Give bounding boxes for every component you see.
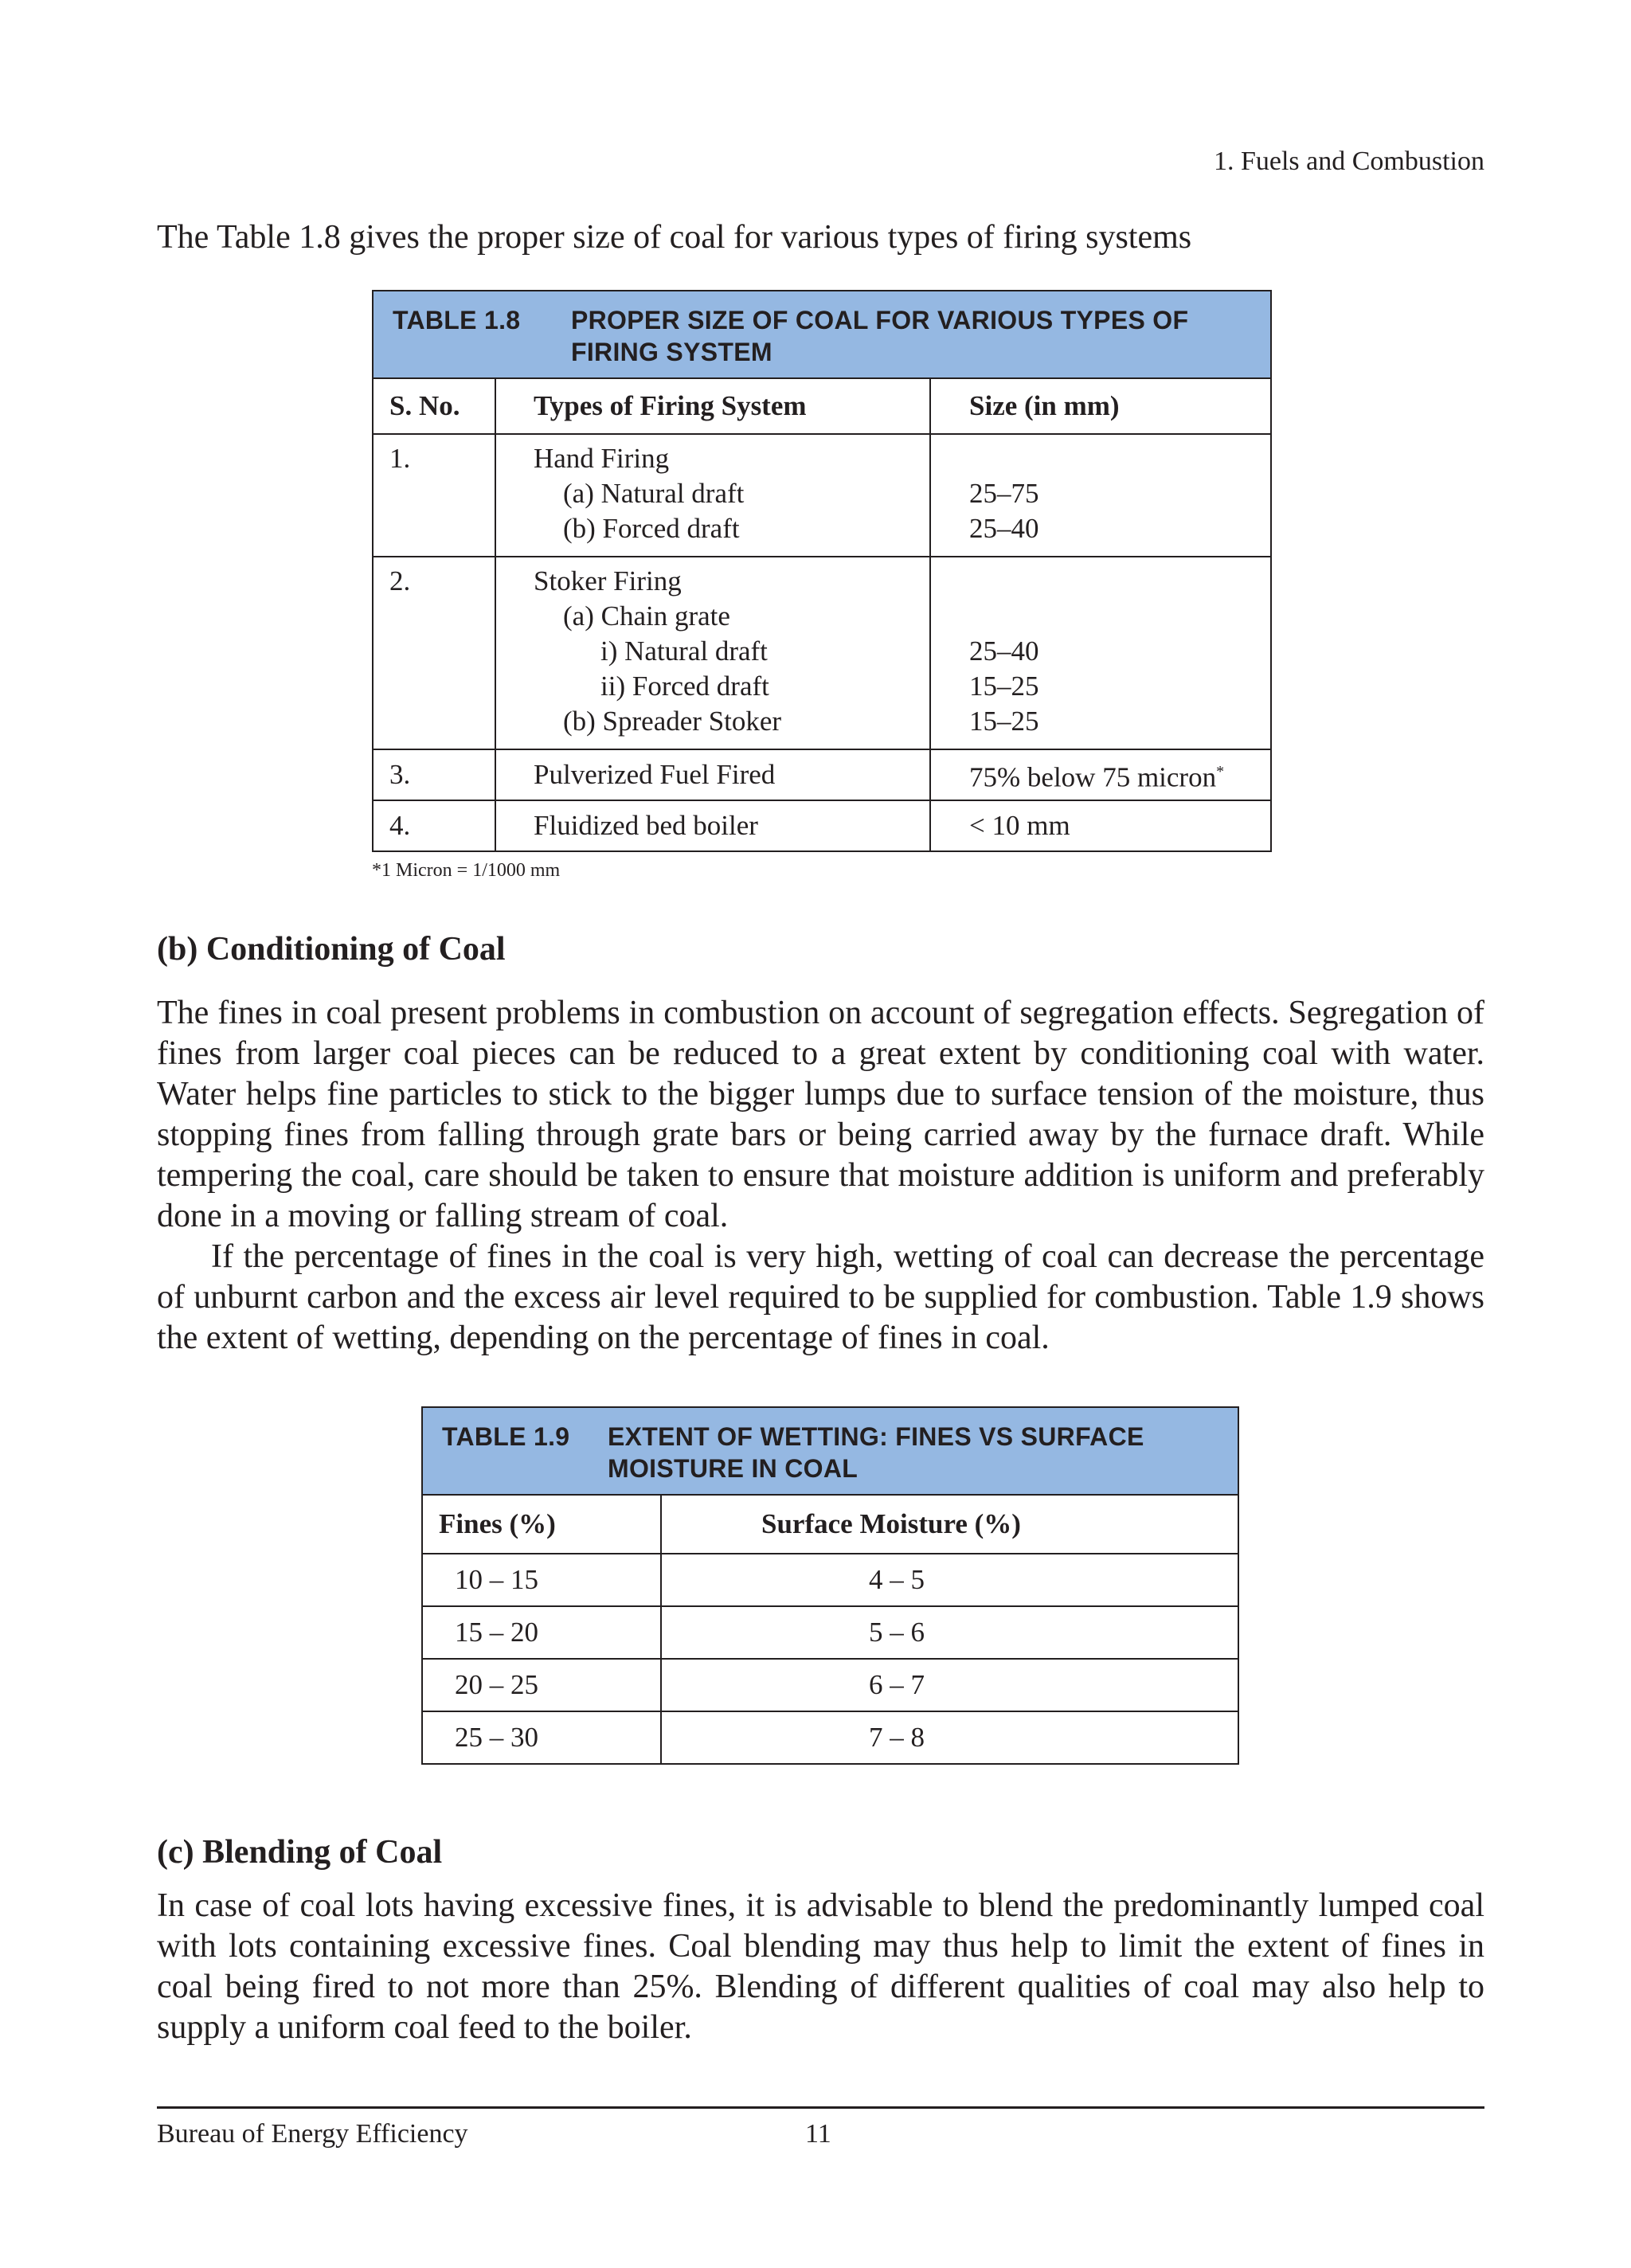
- paragraph: The fines in coal present problems in combustion on account of segregation effects. Segregation of fines from larger coal pieces can be reduced to a great extent by conditioning coal with water. Water helps fine particles to stick to the bigger lumps due to surface tension of the moisture, thus stopping fines from falling through grate bars or being carried away by the furnace draft. While tempering the coal, care should be taken to ensure that moisture addition is uniform and preferably done in a moving or falling stream of coal.: [157, 995, 1484, 1234]
- footer-organization: Bureau of Energy Efficiency: [157, 2119, 468, 2149]
- table-row: [422, 1606, 1238, 1659]
- type-line: (a) Chain grate: [563, 600, 730, 632]
- type-cell: [495, 557, 930, 749]
- type-cell: Fluidized bed boiler: [495, 800, 930, 851]
- size-line: 25–75: [969, 478, 1039, 509]
- column-header-type: Types of Firing System: [495, 378, 930, 434]
- size-cell: [930, 749, 1271, 800]
- type-line: ii) Forced draft: [600, 671, 769, 702]
- table-title: PROPER SIZE OF COAL FOR VARIOUS TYPES OF FIRING SYSTEM: [571, 306, 1189, 366]
- type-line: i) Natural draft: [600, 635, 768, 667]
- column-header-sno: S. No.: [373, 378, 495, 434]
- type-line: (a) Natural draft: [563, 478, 745, 509]
- section-heading-blending: (c) Blending of Coal: [157, 1834, 443, 1871]
- table-row: [422, 1711, 1238, 1764]
- moisture-cell: 4 – 5: [661, 1554, 1238, 1606]
- fines-cell: 20 – 25: [422, 1659, 661, 1711]
- table-row: [422, 1659, 1238, 1711]
- size-line: [969, 564, 1269, 599]
- size-line: 25–40: [969, 635, 1039, 667]
- fines-cell: 10 – 15: [422, 1554, 661, 1606]
- column-header-fines: Fines (%): [422, 1495, 661, 1554]
- table-caption: [422, 1407, 1238, 1495]
- size-line: 15–25: [969, 706, 1039, 737]
- sno-cell: 2.: [373, 557, 495, 749]
- size-cell: [930, 434, 1271, 557]
- moisture-cell: 5 – 6: [661, 1606, 1238, 1659]
- type-line: (b) Forced draft: [563, 513, 740, 544]
- size-line: 25–40: [969, 513, 1039, 544]
- intro-sentence: The Table 1.8 gives the proper size of coal for various types of firing systems: [157, 219, 1192, 256]
- sno-cell: 4.: [373, 800, 495, 851]
- running-header: 1. Fuels and Combustion: [1213, 147, 1484, 176]
- paragraph: If the percentage of fines in the coal is very high, wetting of coal can decrease the percentage of unburnt carbon and the excess air level required to be supplied for combustion. Table 1.9 shows the extent of wetting, depending on the percentage of fines in coal.: [157, 1238, 1484, 1356]
- type-cell: [495, 434, 930, 557]
- moisture-cell: 7 – 8: [661, 1711, 1238, 1764]
- page-number: 11: [805, 2119, 831, 2149]
- size-cell: [930, 557, 1271, 749]
- sno-cell: 1.: [373, 434, 495, 557]
- table-header-row: [373, 378, 1271, 434]
- section-heading-conditioning: (b) Conditioning of Coal: [157, 931, 506, 968]
- paragraph: In case of coal lots having excessive fines, it is advisable to blend the predominantly lumped coal with lots containing excessive fines. Coal blending may thus help to limit the extent of fines in coal being fired to not more than 25%. Blending of different qualities of coal may also help to supply a uniform coal feed to the boiler.: [157, 1887, 1484, 2046]
- table-row: [373, 557, 1271, 749]
- table-row: [373, 800, 1271, 851]
- table-number: TABLE 1.9: [442, 1422, 570, 1451]
- table-1-8: [372, 290, 1272, 852]
- table-row: [422, 1554, 1238, 1606]
- fines-cell: 25 – 30: [422, 1711, 661, 1764]
- sno-cell: 3.: [373, 749, 495, 800]
- size-cell: < 10 mm: [930, 800, 1271, 851]
- size-value: 75% below 75 micron: [969, 761, 1217, 793]
- table-row: [373, 749, 1271, 800]
- table-number: TABLE 1.8: [393, 306, 521, 334]
- size-line: [969, 599, 1269, 634]
- type-line: Hand Firing: [534, 443, 670, 474]
- size-line: 15–25: [969, 671, 1039, 702]
- table-1-9: [421, 1406, 1239, 1765]
- table-header-row: [422, 1495, 1238, 1554]
- column-header-moisture: Surface Moisture (%): [661, 1495, 1238, 1554]
- type-cell: Pulverized Fuel Fired: [495, 749, 930, 800]
- table-row: [373, 434, 1271, 557]
- table-title: EXTENT OF WETTING: FINES VS SURFACE MOISTURE IN COAL: [608, 1422, 1144, 1483]
- size-line: [969, 441, 1269, 476]
- column-header-size: Size (in mm): [930, 378, 1271, 434]
- moisture-cell: 6 – 7: [661, 1659, 1238, 1711]
- type-line: (b) Spreader Stoker: [563, 706, 782, 737]
- type-line: Stoker Firing: [534, 565, 682, 596]
- fines-cell: 15 – 20: [422, 1606, 661, 1659]
- table-caption: [373, 291, 1271, 378]
- table-footnote: *1 Micron = 1/1000 mm: [372, 860, 561, 881]
- footnote-marker: *: [1216, 763, 1225, 781]
- footer-divider: [157, 2106, 1484, 2109]
